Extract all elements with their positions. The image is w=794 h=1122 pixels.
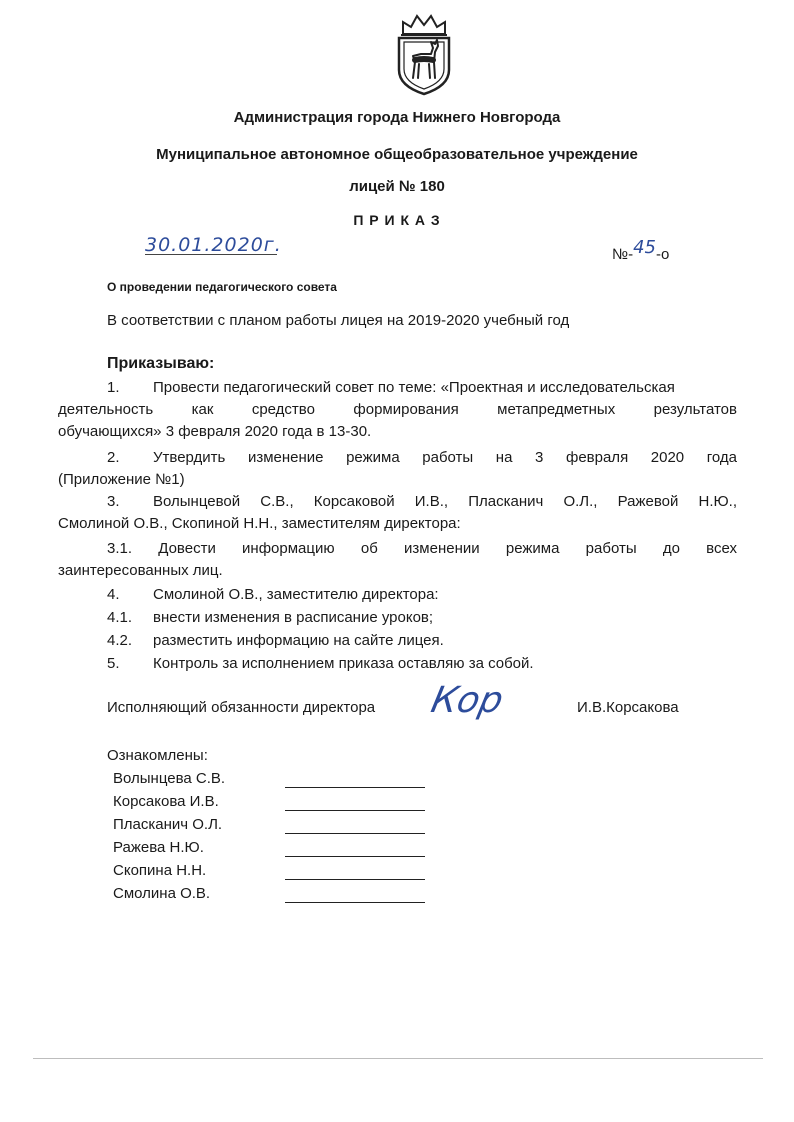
orders-heading: Приказываю: [107, 355, 215, 372]
signature-line [285, 856, 425, 857]
item-1-line-2: деятельность как средство формирования метапредметных результатов [58, 401, 737, 418]
item-3-1-line-1: 3.1. Довести информацию об изменении режима работы до всех [107, 540, 737, 557]
item-4-1-number: 4.1. [107, 609, 133, 626]
acknowledged-name: Пласканич О.Л. [113, 816, 223, 833]
item-3-line-1: Волынцевой С.В., Корсаковой И.В., Пласканич О.Л., Ражевой Н.Ю., [153, 493, 737, 510]
item-3-1-line-2: заинтересованных лиц. [58, 562, 223, 579]
signatory-name: И.В.Корсакова [577, 699, 679, 716]
item-2-line-1: Утвердить изменение режима работы на 3 февраля 2020 года [153, 449, 737, 466]
nizhny-novgorod-deer-crest-icon [391, 12, 457, 96]
item-1-line-3: обучающихся» 3 февраля 2020 года в 13-30. [58, 423, 372, 440]
order-number-suffix: -о [656, 246, 670, 263]
item-5-text: Контроль за исполнением приказа оставляю за собой. [153, 655, 534, 672]
acknowledged-name: Ражева Н.Ю. [113, 839, 204, 856]
signature-line [285, 879, 425, 880]
item-3-number: 3. [107, 493, 120, 510]
footer-divider [33, 1058, 763, 1059]
order-basis: В соответствии с планом работы лицея на 2019-2020 учебный год [107, 312, 570, 329]
item-3-line-2: Смолиной О.В., Скопиной Н.Н., заместителям директора: [58, 515, 461, 532]
acknowledged-name: Смолина О.В. [113, 885, 211, 902]
item-4-2-text: разместить информацию на сайте лицея. [153, 632, 444, 649]
signature-line [285, 833, 425, 834]
order-number [612, 237, 670, 264]
order-number-prefix: №- [612, 246, 634, 263]
item-4-text: Смолиной О.В., заместителю директора: [153, 586, 439, 603]
administration-title: Администрация города Нижнего Новгорода [233, 109, 561, 126]
acknowledged-heading: Ознакомлены: [107, 747, 208, 764]
acknowledged-name: Корсакова И.В. [113, 793, 219, 810]
institution-title: Муниципальное автономное общеобразовательное учреждение [156, 146, 638, 163]
director-signature: Кор [427, 680, 507, 721]
signatory-title: Исполняющий обязанности директора [107, 699, 376, 716]
handwritten-date: 30.01.2020г. [145, 234, 282, 256]
item-4-2-number: 4.2. [107, 632, 133, 649]
item-2-number: 2. [107, 449, 120, 466]
item-2-line-2: (Приложение №1) [58, 471, 185, 488]
order-number-handwritten: 45 [633, 237, 656, 258]
item-4-number: 4. [107, 586, 120, 603]
signature-line [285, 810, 425, 811]
item-1-line-1: Провести педагогический совет по теме: «Проектная и исследовательская [153, 379, 675, 396]
item-5-number: 5. [107, 655, 120, 672]
acknowledged-name: Скопина Н.Н. [113, 862, 207, 879]
acknowledged-name: Волынцева С.В. [113, 770, 226, 787]
order-type-title: П Р И К А З [353, 212, 441, 228]
item-4-1-text: внести изменения в расписание уроков; [153, 609, 434, 626]
signature-line [285, 902, 425, 903]
item-1-number: 1. [107, 379, 120, 396]
signature-line [285, 787, 425, 788]
order-date [145, 234, 282, 256]
order-subject: О проведении педагогического совета [107, 280, 337, 294]
lyceum-title: лицей № 180 [349, 178, 445, 195]
